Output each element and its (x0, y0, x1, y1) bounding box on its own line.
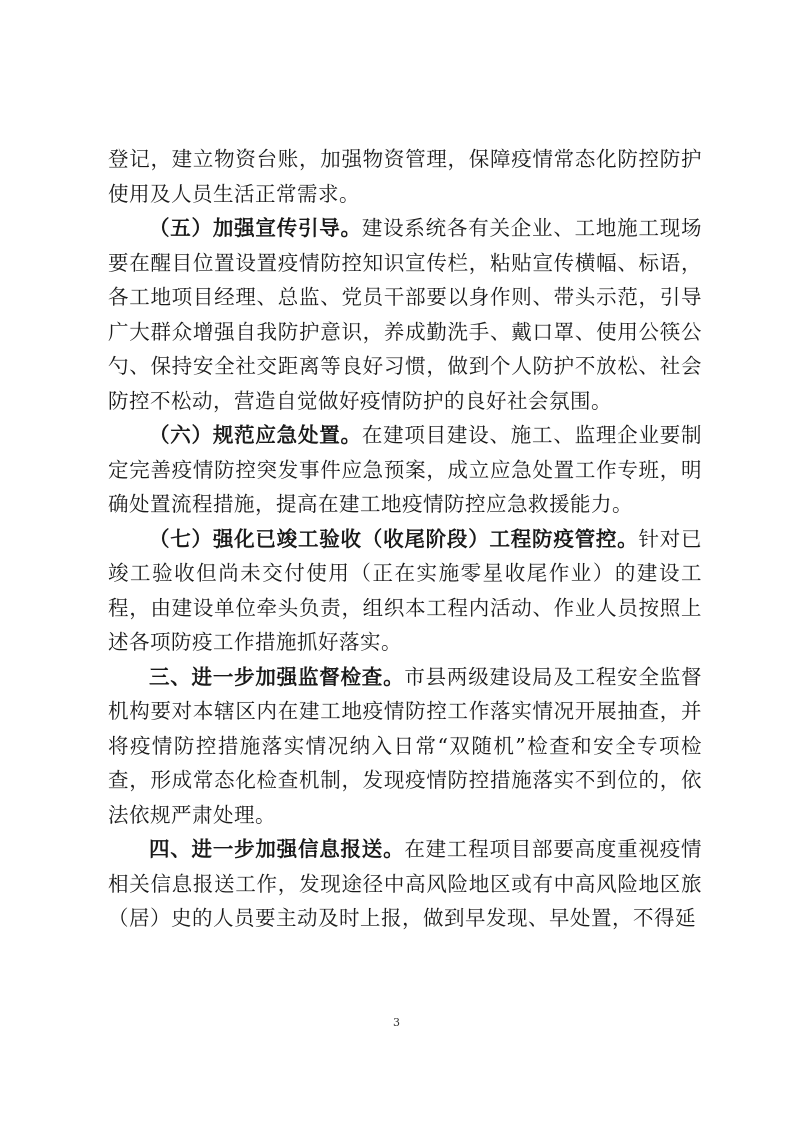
paragraph-4 (108, 522, 702, 660)
paragraph-5 (108, 660, 702, 833)
paragraph-2-text: 建设系统各有关企业、工地施工现场要在醒目位置设置疫情防控知识宣传栏，粘贴宣传横幅、标语，各工地项目经理、总监、党员干部要以身作则、带头示范，引导广大群众增强自我防护意识，养成勤洗手、戴口罩、使用公筷公勺、保持安全社交距离等良好习惯，做到个人防护不放松、社会防控不松动，营造自觉做好疫情防护的良好社会氛围。 (108, 216, 703, 413)
paragraph-3-text: 在建项目建设、施工、监理企业要制定完善疫情防控突发事件应急预案，成立应急处置工作专班，明确处置流程措施，提高在建工地疫情防控应急救援能力。 (108, 423, 703, 516)
paragraph-5-text: 市县两级建设局及工程安全监督机构要对本辖区内在建工地疫情防控工作落实情况开展抽查，并将疫情防控措施落实情况纳入日常“双随机”检查和安全专项检查，形成常态化检查机制，发现疫情防控措施落实不到位的，依法依规严肃处理。 (108, 664, 702, 827)
paragraph-6-heading: 四、进一步加强信息报送。 (149, 837, 405, 861)
paragraph-2-heading: （五）加强宣传引导。 (149, 216, 362, 240)
paragraph-1-text: 登记，建立物资台账，加强物资管理，保障疫情常态化防控防护使用及人员生活正常需求。 (108, 147, 702, 206)
paragraph-3-heading: （六）规范应急处置。 (149, 423, 362, 447)
paragraph-4-heading: （七）强化已竣工验收（收尾阶段）工程防疫管控。 (149, 526, 639, 551)
paragraph-5-heading: 三、进一步加强监督检查。 (149, 664, 405, 689)
paragraph-2 (108, 211, 702, 418)
page-number: 3 (393, 1016, 400, 1029)
paragraph-1 (108, 142, 702, 211)
document-body (108, 142, 702, 936)
paragraph-3 (108, 418, 702, 522)
paragraph-6 (108, 832, 702, 936)
paragraph-4-text: 针对已竣工验收但尚未交付使用（正在实施零星收尾作业）的建设工程，由建设单位牵头负责，组织本工程内活动、作业人员按照上述各项防疫工作措施抓好落实。 (108, 526, 703, 654)
paragraph-6-text: 在建工程项目部要高度重视疫情相关信息报送工作，发现途径中高风险地区或有中高风险地区旅（居）史的人员要主动及时上报，做到早发现、早处置，不得延 (108, 837, 702, 930)
